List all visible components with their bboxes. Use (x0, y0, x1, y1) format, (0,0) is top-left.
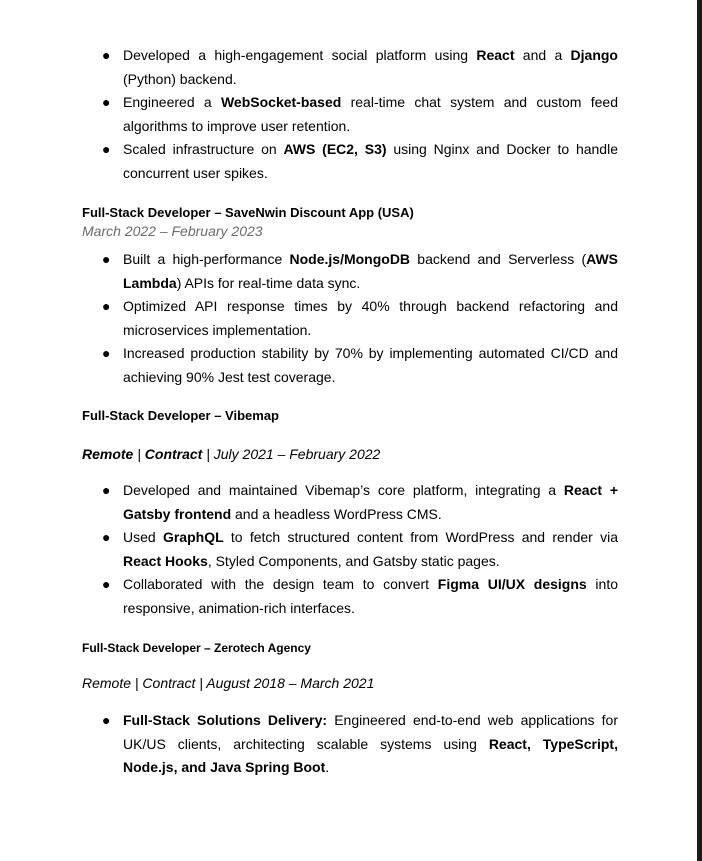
bullet-dot-icon: ● (102, 94, 111, 111)
text-run: to fetch structured content from WordPress and render via (223, 529, 618, 546)
text-run: . (325, 759, 330, 776)
bold-text: Node.js/MongoDB (289, 251, 411, 267)
bullet-dot-icon: ● (102, 345, 111, 362)
bold-text: React (476, 47, 515, 63)
bold-text: AWS (EC2, S3) (283, 141, 387, 158)
bullet-dot-icon: ● (102, 529, 111, 546)
bullet-item (100, 138, 618, 185)
text-run: | (133, 446, 145, 462)
job-meta-vibemap (82, 445, 380, 463)
job-title-savenwin: Full-Stack Developer – SaveNwin Discount App (USA) (82, 205, 414, 220)
text-run: real-time chat system and custom feed algorithms to improve user retention. (123, 94, 618, 134)
bold-text: WebSocket-based (220, 94, 342, 111)
bullet-item (100, 248, 618, 295)
bullet-item (100, 573, 618, 620)
bullet-dot-icon: ● (102, 141, 111, 158)
project-bullets (100, 44, 618, 186)
zerotech-bullets (100, 709, 618, 780)
text-run: Collaborated with the design team to convert (123, 576, 438, 593)
text-run: and a (514, 47, 571, 63)
bullet-item (100, 91, 618, 138)
vibemap-bullets (100, 479, 618, 621)
job-title-zerotech: Full-Stack Developer – Zerotech Agency (82, 641, 311, 655)
bold-text: React + Gatsby frontend (123, 482, 618, 522)
text-run: Used (123, 529, 163, 546)
job-meta-zerotech: Remote | Contract | August 2018 – March 2021 (82, 675, 375, 691)
text-run: Built a high-performance (123, 251, 290, 267)
savenwin-bullets (100, 248, 618, 390)
bullet-item (100, 342, 618, 389)
text-run: ) APIs for real-time data sync. (176, 274, 361, 291)
bullet-dot-icon: ● (102, 251, 111, 267)
text-run: using Nginx and Docker to handle concurrent user spikes. (123, 141, 618, 181)
bullet-item (100, 44, 618, 91)
bold-text: Django (570, 47, 618, 63)
bold-text: Remote (82, 446, 134, 462)
text-run: (Python) backend. (123, 70, 237, 87)
bullet-item (100, 526, 618, 573)
bold-text: React Hooks (123, 552, 208, 569)
bold-text: Contract (144, 446, 203, 462)
bullet-dot-icon: ● (102, 298, 111, 315)
bold-text: GraphQL (162, 529, 224, 546)
text-run: Developed and maintained Vibemap’s core platform, integrating a (123, 482, 564, 498)
bullet-dot-icon: ● (102, 482, 111, 498)
bold-text: Figma UI/UX designs (437, 576, 587, 593)
text-run: and a headless WordPress CMS. (231, 505, 442, 522)
text-run: backend and Serverless ( (410, 251, 587, 267)
text-run: , Styled Components, and Gatsby static pages. (207, 552, 500, 569)
bullet-dot-icon: ● (102, 576, 111, 593)
text-run: Scaled infrastructure on (123, 141, 284, 158)
bullet-item (100, 709, 618, 780)
page-edge-divider (697, 0, 702, 861)
bold-text: Full-Stack Solutions Delivery: (123, 712, 328, 728)
text-run: Optimized API response times by 40% through backend refactoring and microservices implementation. (123, 298, 618, 338)
bullet-dot-icon: ● (102, 47, 111, 63)
text-run: | July 2021 – February 2022 (202, 446, 381, 462)
text-run: Increased production stability by 70% by implementing automated CI/CD and achieving 90% Jest test coverage. (123, 345, 618, 385)
job-title-vibemap: Full-Stack Developer – Vibemap (82, 408, 279, 423)
bold-text: React, TypeScript, Node.js, and Java Spring Boot (123, 735, 618, 776)
bold-text: AWS Lambda (123, 251, 619, 291)
text-run: Engineered end-to-end web applications for UK/US clients, architecting scalable systems using (123, 712, 618, 752)
bullet-dot-icon: ● (102, 712, 111, 728)
text-run: Developed a high-engagement social platform using (123, 47, 477, 63)
bullet-item (100, 295, 618, 342)
text-run: into responsive, animation-rich interfaces. (123, 576, 618, 616)
bullet-item (100, 479, 618, 526)
text-run: Engineered a (123, 94, 221, 111)
job-dates-savenwin: March 2022 – February 2023 (82, 223, 263, 239)
